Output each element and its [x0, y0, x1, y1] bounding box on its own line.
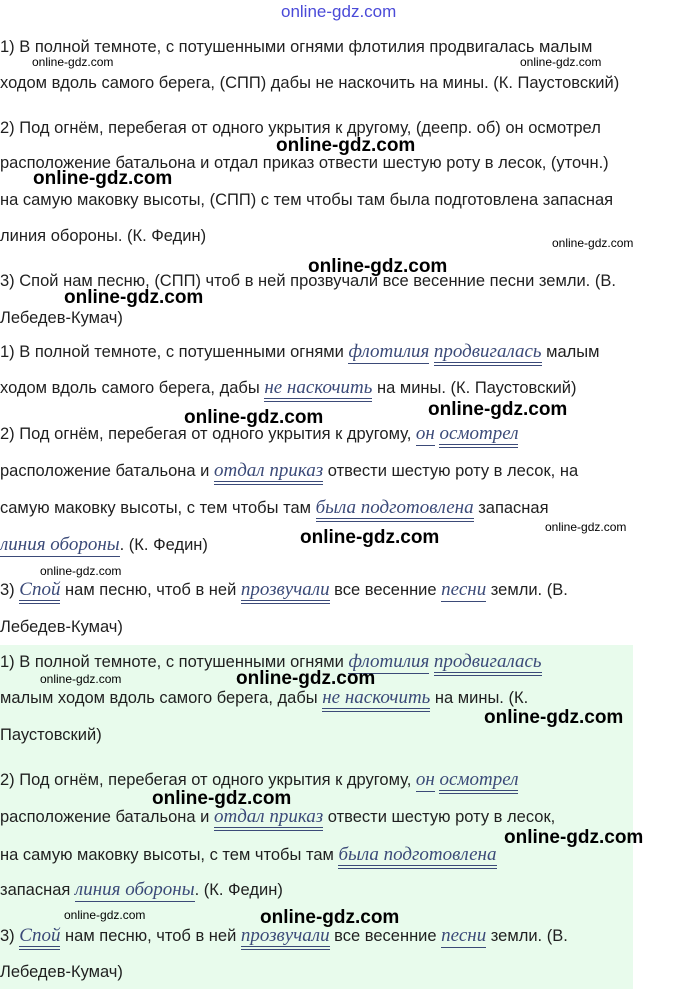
predicate-word: осмотрел [439, 423, 518, 448]
subject-word: он [415, 769, 435, 790]
predicate-word: отдал приказ [214, 806, 323, 831]
plain-text: самую маковку высоты, с тем чтобы там [0, 499, 316, 517]
watermark: online-gdz.com [545, 520, 627, 534]
subject-word: линия обороны [74, 879, 195, 900]
plain-text: ходом вдоль самого берега, дабы [0, 379, 265, 397]
subject-word: он [415, 423, 435, 444]
predicate-word: была подготовлена [338, 844, 496, 869]
watermark: online-gdz.com [484, 707, 624, 728]
plain-text: нам песню, чтоб в ней [60, 927, 241, 945]
predicate-word: была подготовлена [316, 497, 474, 522]
watermark: online-gdz.com [152, 788, 292, 809]
text-line: расположение батальона и отдал приказ отвести шестую роту в лесок, (уточн.) [0, 154, 609, 172]
text-line: на самую маковку высоты, (СПП) с тем чтобы там была подготовлена запасная [0, 191, 614, 209]
predicate-word: прозвучали [241, 579, 330, 604]
plain-text: малым [541, 343, 600, 361]
watermark: online-gdz.com [40, 564, 122, 578]
plain-text: отвести шестую роту в лесок, [323, 808, 556, 826]
plain-text: расположение батальона и [0, 808, 214, 826]
text-line: Лебедев-Кумач) [0, 618, 123, 636]
watermark: online-gdz.com [40, 672, 122, 686]
text-line [0, 461, 578, 481]
watermark: online-gdz.com [300, 527, 440, 548]
predicate-word: продвигалась [434, 341, 542, 366]
plain-text: земли. (В. [486, 581, 568, 599]
plain-text: на мины. (К. Паустовский) [372, 379, 577, 397]
watermark: online-gdz.com [504, 827, 644, 848]
predicate-word: Спой [19, 579, 60, 604]
plain-text: малым ходом вдоль самого берега, дабы [0, 689, 323, 707]
plain-text: запасная [0, 881, 75, 899]
plain-text: расположение батальона и [0, 462, 214, 480]
watermark: online-gdz.com [308, 256, 448, 277]
watermark: online-gdz.com [552, 236, 634, 250]
plain-text: земли. (В. [486, 927, 568, 945]
subject-word: песни [441, 925, 487, 946]
text-line [0, 926, 568, 946]
text-line: линия обороны. (К. Федин) [0, 227, 207, 245]
plain-text: 3) [0, 581, 20, 599]
plain-text: отвести шестую роту в лесок, на [323, 462, 579, 480]
plain-text: на мины. (К. [430, 689, 529, 707]
plain-text: все весенние [329, 927, 442, 945]
text-line: 1) В полной темноте, с потушенными огнями флотилия продвигалась малым [0, 38, 593, 56]
plain-text: на самую маковку высоты, с тем чтобы там [0, 846, 339, 864]
text-line [0, 580, 568, 600]
plain-text: . (К. Федин) [194, 881, 283, 899]
watermark: online-gdz.com [236, 668, 376, 689]
watermark: online-gdz.com [184, 407, 324, 428]
text-line: 3) Спой нам песню, (СПП) чтоб в ней прозвучали все весенние песни земли. (В. [0, 272, 616, 290]
predicate-word: прозвучали [241, 925, 330, 950]
text-line: ходом вдоль самого берега, (СПП) дабы не наскочить на мины. (К. Паустовский) [0, 74, 620, 92]
text-line: Паустовский) [0, 726, 102, 744]
subject-word: песни [441, 579, 487, 600]
plain-text: нам песню, чтоб в ней [60, 581, 241, 599]
watermark: online-gdz.com [64, 908, 146, 922]
text-line [0, 770, 518, 790]
watermark: online-gdz.com [64, 287, 204, 308]
predicate-word: отдал приказ [214, 460, 323, 485]
subject-word: флотилия [348, 651, 430, 672]
plain-text: запасная [473, 499, 549, 517]
plain-text: 2) Под огнём, перебегая от одного укрытия к другому, [0, 771, 416, 789]
text-line [0, 498, 549, 518]
subject-word: линия обороны [0, 534, 120, 555]
text-line: Лебедев-Кумач) [0, 963, 123, 981]
watermark: online-gdz.com [276, 135, 416, 156]
watermark: online-gdz.com [33, 168, 173, 189]
site-header-watermark[interactable]: online-gdz.com [281, 2, 397, 21]
text-line [0, 535, 208, 555]
text-line [0, 342, 599, 362]
predicate-word: продвигалась [434, 651, 542, 676]
predicate-word: не наскочить [322, 687, 430, 712]
watermark: online-gdz.com [260, 907, 400, 928]
text-line [0, 378, 577, 398]
predicate-word: Спой [19, 925, 60, 950]
watermark: online-gdz.com [428, 399, 568, 420]
plain-text: 1) В полной темноте, с потушенными огнями [0, 343, 349, 361]
watermark: online-gdz.com [520, 55, 602, 69]
text-line [0, 688, 528, 708]
plain-text: все весенние [329, 581, 442, 599]
plain-text: . (К. Федин) [119, 536, 208, 554]
text-line [0, 880, 283, 900]
plain-text: 3) [0, 927, 20, 945]
predicate-word: осмотрел [439, 769, 518, 794]
watermark: online-gdz.com [32, 55, 114, 69]
text-line [0, 807, 555, 827]
plain-text: 1) В полной темноте, с потушенными огнями [0, 653, 349, 671]
predicate-word: не наскочить [264, 377, 372, 402]
text-line: Лебедев-Кумач) [0, 309, 123, 327]
subject-word: флотилия [348, 341, 430, 362]
plain-text: 2) Под огнём, перебегая от одного укрытия к другому, [0, 425, 416, 443]
text-line [0, 845, 497, 865]
text-line: 2) Под огнём, перебегая от одного укрытия к другому, (деепр. об) он осмотрел [0, 119, 601, 137]
